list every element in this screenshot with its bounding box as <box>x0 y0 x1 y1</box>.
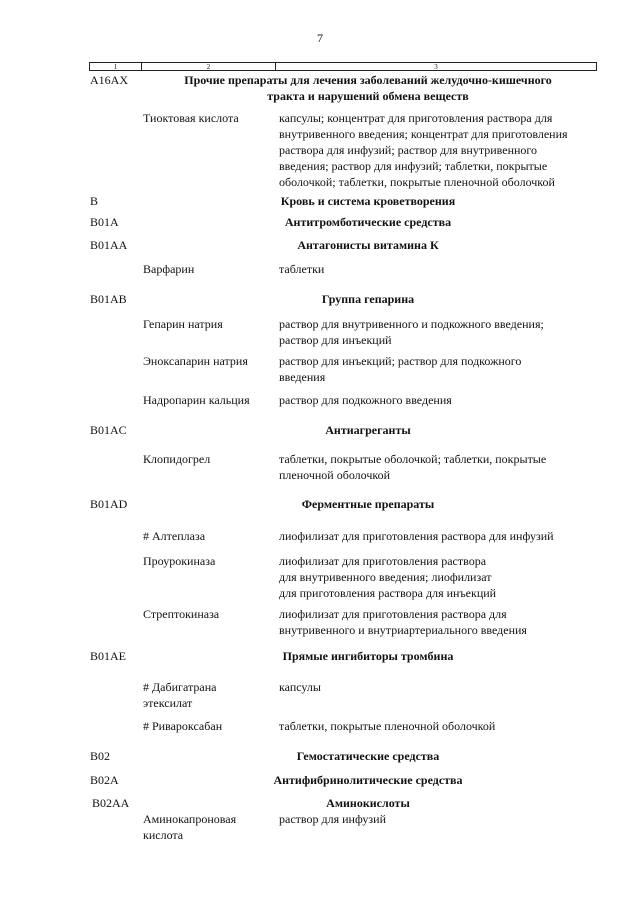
atc-code: B02 <box>90 749 111 763</box>
group-heading: Антиагреганты <box>325 423 411 437</box>
column-number-1: 1 <box>90 63 142 70</box>
column-number-3: 3 <box>434 63 438 71</box>
dosage-forms: таблетки <box>279 262 325 276</box>
drug-name: Тиоктовая кислота <box>143 111 239 125</box>
drug-name: Проурокиназа <box>143 554 216 568</box>
group-heading: Ферментные препараты <box>301 497 435 511</box>
dosage-forms: лиофилизат для приготовления раствора для внутривенного и внутриартериального введения <box>279 607 527 637</box>
group-heading: Аминокислоты <box>326 796 410 810</box>
group-heading: Группа гепарина <box>321 292 415 306</box>
drug-name: Аминокапроновая кислота <box>143 812 237 842</box>
group-heading: Прямые ингибиторы тромбина <box>282 649 454 663</box>
atc-code: B01AB <box>90 292 127 306</box>
drug-name: # Ривароксабан <box>143 719 223 733</box>
drug-name: Гепарин натрия <box>143 317 223 331</box>
page-number: 7 <box>317 31 323 45</box>
atc-code: B02A <box>90 773 119 787</box>
dosage-forms: таблетки, покрытые пленочной оболочкой <box>279 719 496 733</box>
group-heading: Прочие препараты для лечения заболеваний желудочно-кишечного тракта и нарушений обмена веществ <box>184 73 552 103</box>
drug-name: Варфарин <box>143 262 195 276</box>
dosage-forms: раствор для инфузий <box>279 812 386 826</box>
drug-name: Эноксапарин натрия <box>143 354 248 368</box>
atc-code: B01A <box>90 215 119 229</box>
dosage-forms: раствор для внутривенного и подкожного введения; раствор для инъекций <box>279 317 544 347</box>
drug-name: # Дабигатрана этексилат <box>143 680 217 710</box>
atc-code: B01AD <box>90 497 128 511</box>
atc-code: B02AA <box>92 796 130 810</box>
atc-code: B01AA <box>90 238 128 252</box>
dosage-forms: капсулы; концентрат для приготовления раствора для внутривенного введения; концентрат для приготовления раствора для инфузий; раствор для внутривенного введения; раствор для инфузий; таблетки, покрытые оболочкой; таблетки, покрытые пленочной оболочкой <box>279 111 568 189</box>
dosage-forms: таблетки, покрытые оболочкой; таблетки, покрытые пленочной оболочкой <box>279 452 547 482</box>
dosage-forms: раствор для инъекций; раствор для подкожного введения <box>279 354 522 384</box>
atc-code: B01AC <box>90 423 127 437</box>
group-heading: Антифибринолитические средства <box>273 773 463 787</box>
dosage-forms: раствор для подкожного введения <box>279 393 452 407</box>
drug-name: Надропарин кальция <box>143 393 250 407</box>
column-number-header <box>89 62 597 71</box>
atc-code: B <box>90 194 99 208</box>
group-heading: Кровь и система кроветворения <box>280 194 456 208</box>
dosage-forms: лиофилизат для приготовления раствора для внутривенного введения; лиофилизат для приготовления раствора для инъекций <box>279 554 497 600</box>
atc-code: B01AE <box>90 649 126 663</box>
group-heading: Антагонисты витамина К <box>297 238 439 252</box>
atc-code: A16AX <box>90 73 128 87</box>
drug-name: Клопидогрел <box>143 452 211 466</box>
drug-name: # Алтеплаза <box>143 529 206 543</box>
group-heading: Гемостатические средства <box>296 749 440 763</box>
dosage-forms: капсулы <box>279 680 321 694</box>
group-heading: Антитромботические средства <box>284 215 452 229</box>
dosage-forms: лиофилизат для приготовления раствора для инфузий <box>279 529 554 543</box>
column-number-2: 2 <box>142 63 276 70</box>
drug-name: Стрептокиназа <box>143 607 220 621</box>
